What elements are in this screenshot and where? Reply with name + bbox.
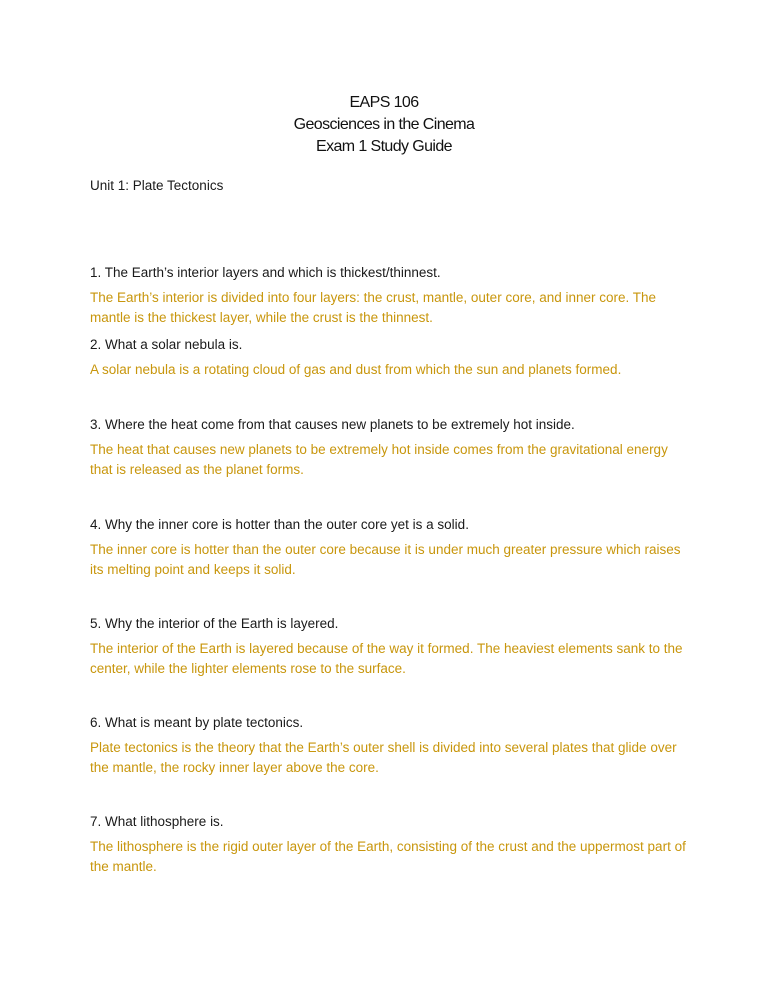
unit-heading: Unit 1: Plate Tectonics	[90, 178, 224, 193]
question: 3. Where the heat come from that causes new planets to be extremely hot inside.	[90, 417, 575, 432]
qa-item-7	[90, 813, 690, 877]
course-code: EAPS 106	[349, 94, 419, 111]
qa-item-3	[90, 416, 690, 480]
answer: The Earth’s interior is divided into four layers: the crust, mantle, outer core, and inner core. The mantle is the thickest layer, while the crust is the thinnest.	[90, 290, 657, 325]
answer: The interior of the Earth is layered because of the way it formed. The heaviest elements sank to the center, while the lighter elements rose to the surface.	[90, 641, 683, 676]
question: 1. The Earth’s interior layers and which is thickest/thinnest.	[90, 265, 441, 280]
qa-item-2	[90, 336, 690, 380]
qa-item-5	[90, 615, 690, 679]
answer: Plate tectonics is the theory that the Earth’s outer shell is divided into several plates that glide over the mantle, the rocky inner layer above the core.	[90, 740, 677, 775]
course-title: Geosciences in the Cinema	[293, 116, 475, 133]
question: 6. What is meant by plate tectonics.	[90, 715, 304, 730]
answer: The lithosphere is the rigid outer layer of the Earth, consisting of the crust and the uppermost part of the mantle.	[90, 839, 686, 874]
question: 4. Why the inner core is hotter than the outer core yet is a solid.	[90, 517, 469, 532]
document-header	[0, 92, 768, 158]
document-title: Exam 1 Study Guide	[316, 138, 452, 155]
answer: The inner core is hotter than the outer core because it is under much greater pressure which raises its melting point and keeps it solid.	[90, 542, 681, 577]
qa-item-1	[90, 264, 690, 328]
answer: A solar nebula is a rotating cloud of gas and dust from which the sun and planets formed.	[90, 362, 622, 377]
qa-item-6	[90, 714, 690, 778]
qa-item-4	[90, 516, 690, 580]
answer: The heat that causes new planets to be extremely hot inside comes from the gravitational energy that is released as the planet forms.	[90, 442, 668, 477]
question: 5. Why the interior of the Earth is layered.	[90, 616, 339, 631]
question: 7. What lithosphere is.	[90, 814, 224, 829]
question: 2. What a solar nebula is.	[90, 337, 243, 352]
